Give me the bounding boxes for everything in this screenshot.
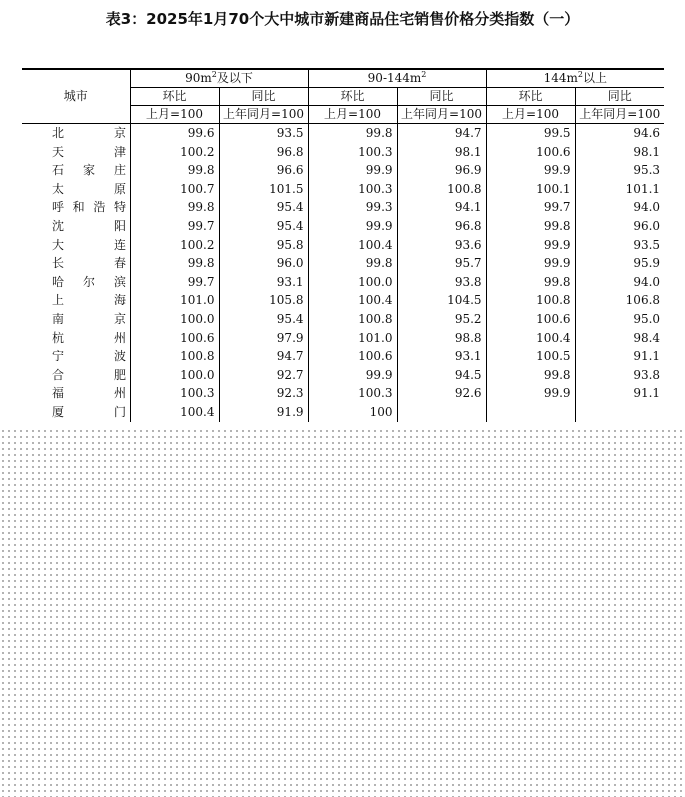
city-cell: [22, 366, 130, 385]
city-name: 宁波: [52, 349, 126, 364]
index-value-cell: [575, 403, 664, 422]
index-value-cell: 95.8: [219, 236, 308, 255]
index-value-cell: 100.3: [308, 384, 397, 403]
index-value-cell: 101.0: [130, 291, 219, 310]
index-value-cell: 96.0: [575, 217, 664, 236]
index-value-cell: 99.8: [130, 198, 219, 217]
index-value-cell: 100.6: [486, 310, 575, 329]
index-value-cell: [397, 403, 486, 422]
city-cell: [22, 143, 130, 162]
table-row: [22, 273, 664, 292]
city-cell: [22, 384, 130, 403]
index-value-cell: 99.7: [130, 273, 219, 292]
index-value-cell: 94.0: [575, 273, 664, 292]
city-cell: [22, 273, 130, 292]
index-value-cell: 99.5: [486, 124, 575, 143]
index-value-cell: 100.1: [486, 180, 575, 199]
table-row: [22, 236, 664, 255]
table-row: [22, 403, 664, 422]
index-value-cell: 91.9: [219, 403, 308, 422]
group-header-large: $144m^2$以上: [486, 69, 664, 88]
table-row: [22, 291, 664, 310]
city-name: 杭州: [52, 330, 126, 345]
index-value-cell: 94.7: [397, 124, 486, 143]
index-value-cell: 96.9: [397, 161, 486, 180]
city-cell: [22, 329, 130, 348]
table-row: [22, 161, 664, 180]
city-cell: [22, 254, 130, 273]
mom-base-header: 上月=100: [308, 106, 397, 124]
index-value-cell: 100.5: [486, 347, 575, 366]
index-value-cell: 100.7: [130, 180, 219, 199]
city-cell: [22, 217, 130, 236]
index-value-cell: 95.9: [575, 254, 664, 273]
group-header-medium: $90-144m^2$: [308, 69, 486, 88]
index-value-cell: 100: [308, 403, 397, 422]
yoy-base-header: 上年同月=100: [397, 106, 486, 124]
table-row: [22, 310, 664, 329]
index-value-cell: 94.6: [575, 124, 664, 143]
city-cell: [22, 291, 130, 310]
index-value-cell: 100.3: [130, 384, 219, 403]
city-column-header: 城市: [22, 69, 130, 124]
table-header: [22, 69, 664, 124]
index-value-cell: 99.9: [308, 161, 397, 180]
index-value-cell: 100.0: [130, 366, 219, 385]
index-value-cell: 96.6: [219, 161, 308, 180]
mom-base-header: 上月=100: [486, 106, 575, 124]
page-title: 表3：2025年1月70个大中城市新建商品住宅销售价格分类指数（一）: [105, 10, 580, 28]
table-row: [22, 366, 664, 385]
city-cell: [22, 161, 130, 180]
index-value-cell: 99.7: [130, 217, 219, 236]
index-value-cell: 100.4: [308, 291, 397, 310]
index-value-cell: [486, 403, 575, 422]
index-value-cell: 94.5: [397, 366, 486, 385]
table-row: [22, 384, 664, 403]
index-value-cell: 96.8: [397, 217, 486, 236]
table-row: [22, 124, 664, 143]
index-value-cell: 100.4: [130, 403, 219, 422]
index-value-cell: 99.9: [308, 217, 397, 236]
index-value-cell: 99.8: [308, 124, 397, 143]
index-value-cell: 100.3: [308, 143, 397, 162]
index-value-cell: 93.1: [397, 347, 486, 366]
index-value-cell: 95.7: [397, 254, 486, 273]
index-value-cell: 100.2: [130, 236, 219, 255]
index-value-cell: 101.5: [219, 180, 308, 199]
index-value-cell: 94.1: [397, 198, 486, 217]
index-value-cell: 100.6: [486, 143, 575, 162]
index-value-cell: 99.3: [308, 198, 397, 217]
index-value-cell: 99.8: [486, 217, 575, 236]
index-value-cell: 104.5: [397, 291, 486, 310]
index-value-cell: 100.0: [308, 273, 397, 292]
index-value-cell: 106.8: [575, 291, 664, 310]
price-index-table: [22, 68, 664, 422]
city-cell: [22, 180, 130, 199]
mom-base-header: 上月=100: [130, 106, 219, 124]
index-value-cell: 91.1: [575, 347, 664, 366]
index-value-cell: 100.8: [486, 291, 575, 310]
city-cell: [22, 198, 130, 217]
index-value-cell: 98.8: [397, 329, 486, 348]
index-value-cell: 98.1: [575, 143, 664, 162]
city-name: 合肥: [52, 367, 126, 382]
index-value-cell: 101.1: [575, 180, 664, 199]
table-row: [22, 180, 664, 199]
index-value-cell: 95.4: [219, 217, 308, 236]
city-name: 哈尔滨: [52, 274, 126, 289]
index-value-cell: 93.6: [397, 236, 486, 255]
index-value-cell: 100.8: [130, 347, 219, 366]
index-value-cell: 100.8: [308, 310, 397, 329]
index-value-cell: 99.9: [486, 236, 575, 255]
city-cell: [22, 310, 130, 329]
city-name: 上海: [52, 293, 126, 308]
index-value-cell: 100.4: [308, 236, 397, 255]
index-value-cell: 97.9: [219, 329, 308, 348]
table-row: [22, 329, 664, 348]
index-value-cell: 96.0: [219, 254, 308, 273]
table-row: [22, 217, 664, 236]
index-value-cell: 92.7: [219, 366, 308, 385]
city-cell: [22, 403, 130, 422]
city-name: 大连: [52, 237, 126, 252]
index-value-cell: 95.3: [575, 161, 664, 180]
city-cell: [22, 236, 130, 255]
city-name: 北京: [52, 126, 126, 140]
group-header-small: $90m^2$及以下: [130, 69, 308, 88]
index-value-cell: 99.6: [130, 124, 219, 143]
table-row: [22, 143, 664, 162]
index-value-cell: 98.1: [397, 143, 486, 162]
index-value-cell: 98.4: [575, 329, 664, 348]
table-row: [22, 347, 664, 366]
index-value-cell: 99.9: [308, 366, 397, 385]
city-cell: [22, 124, 130, 143]
index-value-cell: 99.9: [486, 161, 575, 180]
index-value-cell: 95.4: [219, 198, 308, 217]
index-value-cell: 95.2: [397, 310, 486, 329]
index-value-cell: 100.8: [397, 180, 486, 199]
city-name: 太原: [52, 181, 126, 196]
index-value-cell: 101.0: [308, 329, 397, 348]
city-cell: [22, 347, 130, 366]
index-value-cell: 100.4: [486, 329, 575, 348]
index-value-cell: 99.8: [130, 161, 219, 180]
city-name: 呼和浩特: [52, 200, 126, 215]
mom-header: 环比: [486, 88, 575, 106]
city-name: 天津: [52, 144, 126, 159]
index-value-cell: 93.5: [219, 124, 308, 143]
index-value-cell: 95.4: [219, 310, 308, 329]
index-value-cell: 93.1: [219, 273, 308, 292]
yoy-header: 同比: [575, 88, 664, 106]
city-name: 南京: [52, 311, 126, 326]
index-value-cell: 100.3: [308, 180, 397, 199]
table-row: [22, 198, 664, 217]
index-value-cell: 93.8: [575, 366, 664, 385]
index-value-cell: 100.6: [130, 329, 219, 348]
index-value-cell: 99.7: [486, 198, 575, 217]
index-value-cell: 105.8: [219, 291, 308, 310]
index-value-cell: 96.8: [219, 143, 308, 162]
city-name: 厦门: [52, 404, 126, 419]
index-value-cell: 94.0: [575, 198, 664, 217]
table-body: [22, 124, 664, 422]
index-value-cell: 93.5: [575, 236, 664, 255]
index-value-cell: 99.9: [486, 384, 575, 403]
yoy-base-header: 上年同月=100: [575, 106, 664, 124]
index-value-cell: 100.2: [130, 143, 219, 162]
city-name: 福州: [52, 386, 126, 401]
index-value-cell: 92.6: [397, 384, 486, 403]
index-value-cell: 91.1: [575, 384, 664, 403]
index-value-cell: 100.0: [130, 310, 219, 329]
mom-header: 环比: [130, 88, 219, 106]
yoy-header: 同比: [219, 88, 308, 106]
yoy-header: 同比: [397, 88, 486, 106]
mom-header: 环比: [308, 88, 397, 106]
index-value-cell: 99.8: [486, 366, 575, 385]
index-value-cell: 99.8: [130, 254, 219, 273]
index-value-cell: 99.8: [486, 273, 575, 292]
index-value-cell: 99.8: [308, 254, 397, 273]
index-value-cell: 95.0: [575, 310, 664, 329]
yoy-base-header: 上年同月=100: [219, 106, 308, 124]
index-value-cell: 99.9: [486, 254, 575, 273]
index-value-cell: 94.7: [219, 347, 308, 366]
index-value-cell: 100.6: [308, 347, 397, 366]
index-value-cell: 93.8: [397, 273, 486, 292]
index-value-cell: 92.3: [219, 384, 308, 403]
city-name: 沈阳: [52, 218, 126, 233]
city-name: 石家庄: [52, 163, 126, 178]
city-name: 长春: [52, 256, 126, 271]
dotted-overlay: [0, 428, 685, 797]
table-row: [22, 254, 664, 273]
